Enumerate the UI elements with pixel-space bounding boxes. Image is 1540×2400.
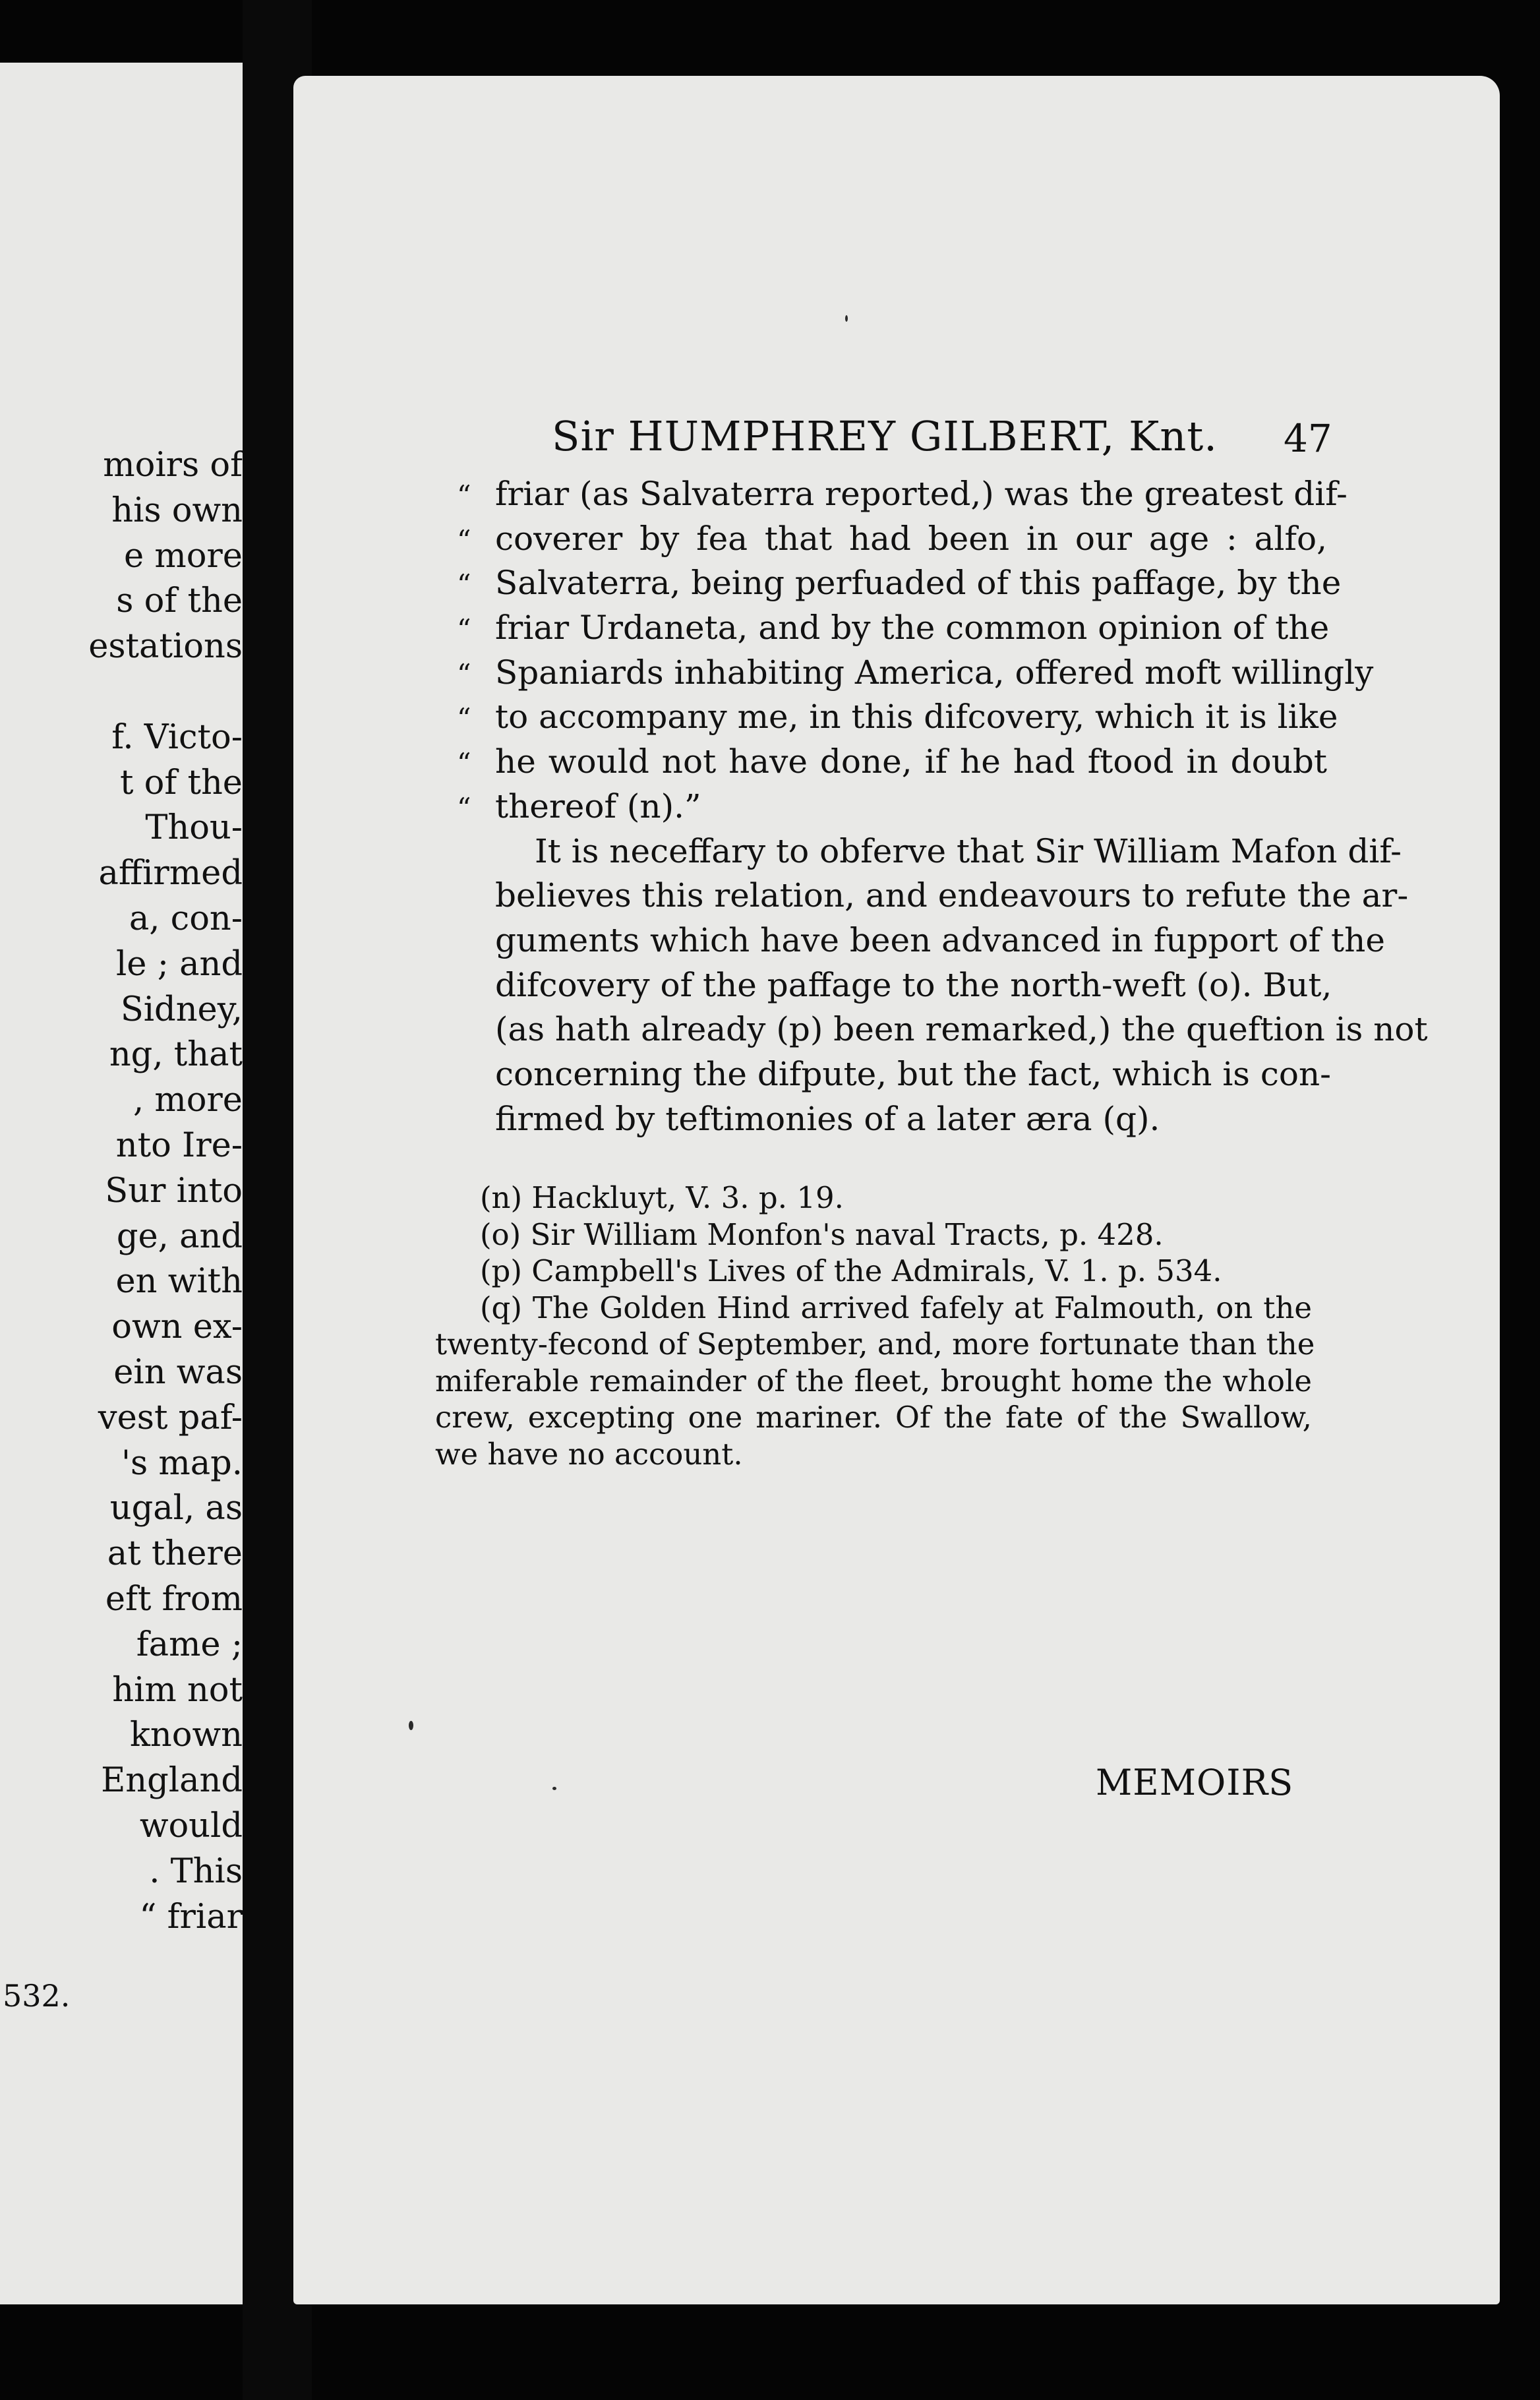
running-title: Sir HUMPHREY GILBERT, Knt. <box>552 412 1218 460</box>
footnote-line: miferable remainder of the fleet, brought home the whole <box>435 1363 1312 1398</box>
quotation-mark: “ <box>457 657 471 690</box>
body-line-text: believes this relation, and endeavours to refute the ar- <box>495 876 1409 915</box>
body-line <box>457 787 1327 832</box>
footnote-line: twenty-fecond of September, and, more fortunate than the <box>435 1327 1315 1362</box>
quotation-mark: “ <box>457 613 471 646</box>
left-page-line: at there <box>107 1534 243 1574</box>
body-line-text: firmed by teftimonies of a later æra (q). <box>495 1099 1160 1138</box>
body-line <box>457 876 1409 921</box>
left-page-line: eft from <box>105 1579 243 1619</box>
body-line-text: to accompany me, in this difcovery, which it is like <box>495 698 1338 736</box>
left-page-folio: 532. <box>3 1978 71 2014</box>
left-page-line: his own <box>111 491 243 530</box>
quotation-mark: “ <box>457 702 471 735</box>
footnote-line: (n) Hackluyt, V. 3. p. 19. <box>480 1180 844 1215</box>
body-line-text: concerning the difpute, but the fact, which is con- <box>495 1054 1332 1093</box>
left-page-line: ugal, as <box>109 1489 243 1528</box>
quotation-mark: “ <box>457 524 471 556</box>
footnote-line: crew, excepting one mariner. Of the fate of the Swallow, <box>435 1400 1312 1435</box>
body-text <box>457 475 1428 1144</box>
page-number: 47 <box>1284 416 1332 461</box>
quotation-mark: “ <box>457 791 471 824</box>
left-page-line: e more <box>123 536 243 576</box>
left-page-line: f. Victo- <box>111 717 243 757</box>
body-line <box>457 831 1402 877</box>
running-head <box>552 412 1343 465</box>
body-line-text: friar (as Salvaterra reported,) was the greatest dif- <box>495 475 1348 513</box>
body-line-text: coverer by fea that had been in our age : alfo, <box>495 519 1327 558</box>
body-line-text: (as hath already (p) been remarked,) the queftion is not <box>495 1010 1428 1049</box>
left-page-line: Thou- <box>145 808 243 848</box>
left-page-line: le ; and <box>116 944 243 984</box>
body-line <box>457 698 1338 742</box>
left-page-line: him not <box>112 1670 243 1710</box>
footnotes <box>435 1180 1315 1473</box>
left-page-line: own ex- <box>111 1307 243 1347</box>
left-page-line: moirs of <box>103 446 243 485</box>
body-line <box>457 1054 1332 1100</box>
left-page-line: estations <box>88 627 243 667</box>
body-line-text: difcovery of the paffage to the north-weft (o). But, <box>495 965 1332 1004</box>
quotation-mark: “ <box>457 479 471 512</box>
left-page-line: vest paf- <box>98 1398 243 1437</box>
left-page-line: nto Ire- <box>115 1125 243 1165</box>
left-page-line: s of the <box>116 582 243 621</box>
body-line-text: he would not have done, if he had ftood in doubt <box>495 742 1327 781</box>
ink-speck <box>552 1787 556 1790</box>
body-line-text: thereof (n).” <box>495 787 701 825</box>
left-page-line: ge, and <box>116 1216 243 1256</box>
body-line <box>457 965 1332 1011</box>
catchword: MEMOIRS <box>1096 1762 1294 1803</box>
left-page-line: 's map. <box>121 1443 243 1483</box>
footnote-line: (q) The Golden Hind arrived fafely at Falmouth, on the <box>480 1290 1312 1325</box>
left-page-line: would <box>139 1806 243 1845</box>
ink-speck <box>845 315 848 322</box>
left-page-line: en with <box>115 1262 243 1302</box>
footnote-line: (p) Campbell's Lives of the Admirals, V. 1. p. 534. <box>480 1253 1222 1288</box>
left-page-line <box>88 670 243 715</box>
body-line-text: guments which have been advanced in fupport of the <box>495 920 1385 959</box>
left-page-line: “ friar <box>139 1897 243 1936</box>
left-facing-page <box>0 63 243 2304</box>
body-line-text: It is neceffary to obferve that Sir William Mafon dif- <box>535 831 1402 870</box>
body-line-text: friar Urdaneta, and by the common opinion of the <box>495 609 1330 647</box>
body-line <box>457 742 1327 787</box>
body-line <box>457 475 1348 520</box>
body-line <box>457 1010 1428 1055</box>
body-line <box>457 564 1342 609</box>
body-line <box>457 520 1327 564</box>
left-page-line: Sidney, <box>120 990 243 1029</box>
left-page-line: , more <box>133 1081 243 1120</box>
quotation-mark: “ <box>457 568 471 601</box>
left-page-line: Sur into <box>105 1171 243 1211</box>
left-page-line: England <box>101 1761 243 1801</box>
body-line-text: Spaniards inhabiting America, offered moft willingly <box>495 653 1374 692</box>
left-page-line: ein was <box>113 1352 243 1392</box>
quotation-mark: “ <box>457 747 471 780</box>
footnote-line: (o) Sir William Monfon's naval Tracts, p. 428. <box>480 1216 1164 1252</box>
left-page-line: fame ; <box>136 1625 243 1664</box>
left-page-line: known <box>130 1716 243 1755</box>
left-page-line: . This <box>149 1851 243 1891</box>
body-line-text: Salvaterra, being perfuaded of this paffage, by the <box>495 564 1342 603</box>
left-page-line: ng, that <box>109 1035 243 1075</box>
body-line <box>457 653 1374 698</box>
ink-speck <box>409 1721 413 1730</box>
footnote-line: we have no account. <box>435 1436 743 1472</box>
left-page-text <box>0 443 243 1940</box>
body-line <box>457 1100 1327 1145</box>
body-line <box>457 920 1385 966</box>
body-line <box>457 609 1330 653</box>
left-page-line: t of the <box>119 763 243 802</box>
left-page-line: a, con- <box>129 899 243 938</box>
left-page-line: affirmed <box>98 854 243 893</box>
